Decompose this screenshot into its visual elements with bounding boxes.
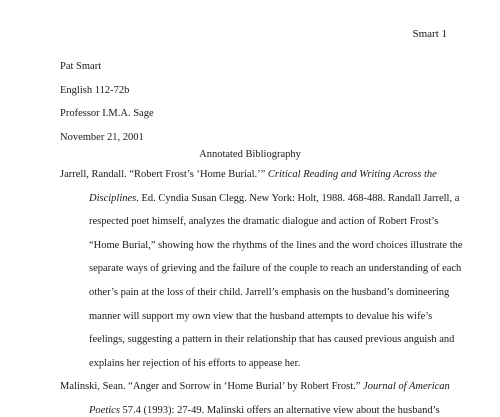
entry-line	[89, 239, 463, 252]
instructor-name: Professor I.M.A. Sage	[60, 108, 154, 120]
text-segment: separate ways of grieving and the failure of the couple to reach an understanding of each	[89, 263, 462, 275]
entry-line	[89, 404, 440, 417]
text-segment: . Ed. Cyndia Susan Clegg. New York: Holt, 1988. 468-488. Randall Jarrell, a	[136, 192, 460, 204]
entry-line	[60, 380, 450, 393]
entry-line	[89, 310, 432, 323]
text-segment: explains her rejection of his efforts to appease her.	[89, 357, 301, 369]
entry-line	[89, 286, 449, 299]
text-segment: Jarrell, Randall. “Robert Frost’s ‘Home Burial.’”	[60, 169, 268, 180]
text-segment: 57.4 (1993): 27-49. Malinski offers an alternative view about the husband’s	[119, 405, 440, 416]
entry-line	[60, 168, 437, 181]
document-title: Annotated Bibliography	[199, 149, 301, 160]
entry-line	[89, 215, 438, 228]
italic-segment: Poetics	[89, 405, 120, 416]
text-segment: other’s pain at the loss of their child. Jarrell’s emphasis on the husband’s domineering	[89, 287, 450, 298]
italic-segment: Critical Reading and Writing Across the	[267, 169, 437, 180]
heading-block	[60, 60, 154, 154]
running-head: Smart 1	[412, 28, 447, 40]
paper-date: November 21, 2001	[60, 131, 144, 143]
entry-line	[89, 357, 300, 370]
italic-segment: Journal of American	[363, 381, 450, 393]
text-segment: respected poet himself, analyzes the dramatic dialogue and action of Robert Frost’s	[89, 216, 439, 228]
text-segment: feelings, suggesting a pattern in their relationship that has caused previous anguish and	[89, 334, 455, 346]
italic-segment: Disciplines	[89, 192, 137, 204]
text-segment: Malinski, Sean. “Anger and Sorrow in ‘Home Burial’ by Robert Frost.”	[60, 381, 364, 393]
author-name: Pat Smart	[60, 61, 102, 72]
text-segment: “Home Burial,” showing how the rhythms of the lines and the word choices illustrate the	[89, 239, 463, 251]
entry-line	[89, 333, 454, 346]
text-segment: manner will support my own view that the husband attempts to devalue his wife’s	[89, 310, 433, 322]
entry-line	[89, 262, 461, 275]
course-name: English 112-72b	[60, 84, 130, 96]
entry-line	[89, 192, 459, 205]
